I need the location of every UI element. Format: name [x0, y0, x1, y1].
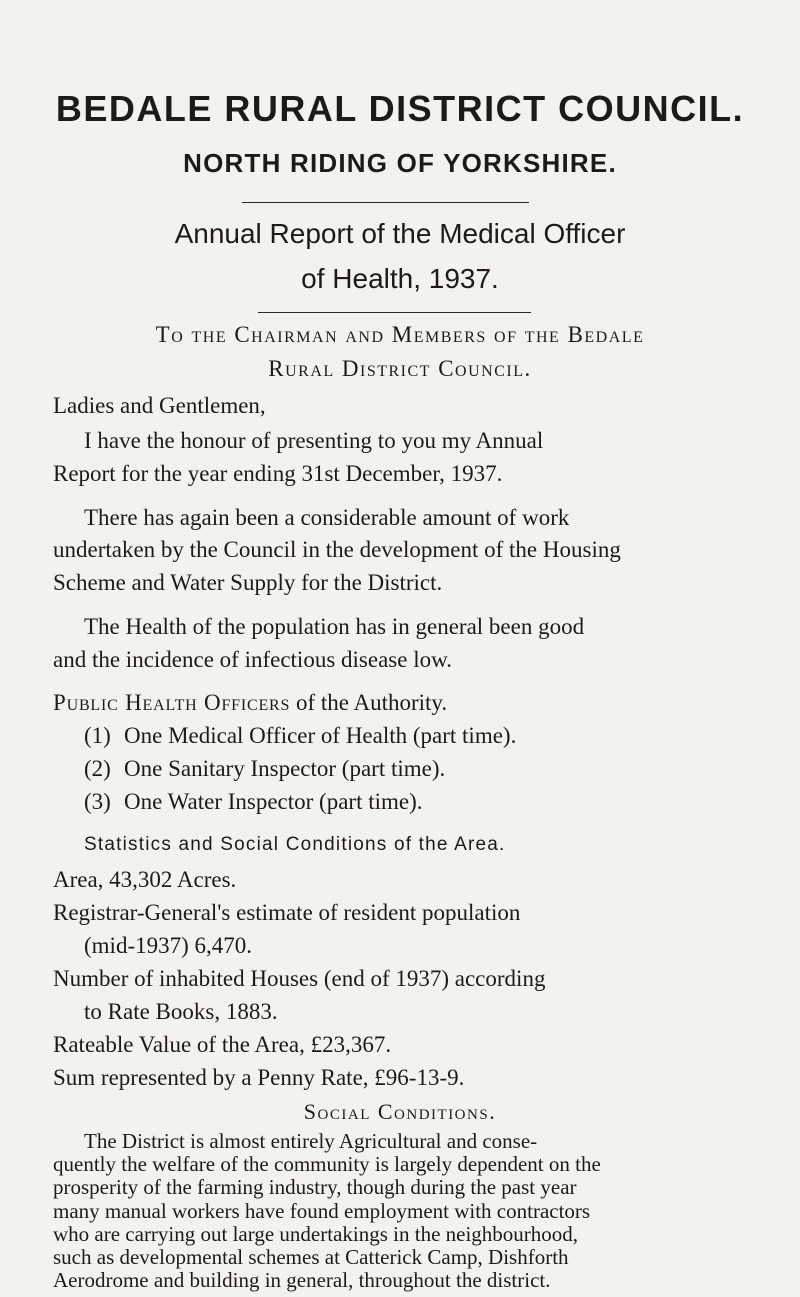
officer-item-text: One Sanitary Inspector (part time). — [124, 756, 446, 781]
officers-heading-tail: of the Authority. — [290, 690, 448, 715]
officer-item-3 — [84, 785, 423, 818]
stat-area: Area, 43,302 Acres. — [53, 867, 237, 892]
stat-houses-line1: Number of inhabited Houses (end of 1937) according — [53, 966, 546, 991]
social-line2: quently the welfare of the community is largely dependent on the — [53, 1152, 601, 1177]
address-line2: Rural District Council. — [268, 356, 532, 381]
intro-p3-line2: and the incidence of infectious disease low. — [53, 647, 452, 672]
statistics-heading: Statistics and Social Conditions of the Area. — [84, 834, 506, 855]
council-title: BEDALE RURAL DISTRICT COUNCIL. — [55, 88, 745, 129]
stat-penny-rate: Sum represented by a Penny Rate, £96-13-9. — [53, 1065, 465, 1090]
intro-p2-line3: Scheme and Water Supply for the District. — [53, 570, 443, 595]
officer-item-2 — [84, 752, 445, 785]
officer-item-1 — [84, 719, 516, 752]
address-line1: To the Chairman and Members of the Bedale — [155, 322, 645, 347]
stat-population-line1: Registrar-General's estimate of resident population — [53, 900, 521, 925]
intro-p1-line2: Report for the year ending 31st December, 1937. — [53, 461, 503, 486]
salutation: Ladies and Gentlemen, — [53, 393, 266, 418]
social-line4: many manual workers have found employment with contractors — [53, 1198, 591, 1223]
intro-p1-line1: I have the honour of presenting to you my Annual — [84, 428, 544, 453]
social-line1: The District is almost entirely Agricultural and conse- — [84, 1129, 538, 1153]
officer-item-text: One Water Inspector (part time). — [124, 789, 423, 814]
stat-rateable-value: Rateable Value of the Area, £23,367. — [53, 1032, 392, 1057]
region-title: NORTH RIDING OF YORKSHIRE. — [183, 148, 617, 178]
officer-item-number: (1) — [84, 723, 111, 748]
social-line7: Aerodrome and building in general, throughout the district. — [53, 1268, 551, 1293]
intro-p2-line1: There has again been a considerable amount of work — [84, 505, 570, 530]
divider-top — [242, 202, 529, 203]
social-line5: who are carrying out large undertakings in the neighbourhood, — [53, 1221, 579, 1246]
officers-heading — [53, 686, 447, 719]
officers-heading-smallcaps: Public Health Officers — [53, 690, 291, 715]
stat-houses-line2: to Rate Books, 1883. — [84, 999, 278, 1024]
report-title-line1: Annual Report of the Medical Officer — [174, 218, 626, 249]
stat-population-line2: (mid-1937) 6,470. — [84, 933, 253, 958]
social-line6: such as developmental schemes at Catterick Camp, Dishforth — [53, 1245, 569, 1269]
divider-bottom — [258, 312, 531, 313]
intro-p2-line2: undertaken by the Council in the development of the Housing — [53, 537, 621, 562]
officer-item-number: (3) — [84, 789, 111, 814]
social-line3: prosperity of the farming industry, though during the past year — [53, 1175, 577, 1200]
intro-p3-line1: The Health of the population has in general been good — [84, 614, 585, 639]
officer-item-number: (2) — [84, 756, 111, 781]
report-title-line2: of Health, 1937. — [301, 263, 499, 294]
social-heading: Social Conditions. — [303, 1099, 497, 1124]
officer-item-text: One Medical Officer of Health (part time). — [124, 723, 517, 748]
